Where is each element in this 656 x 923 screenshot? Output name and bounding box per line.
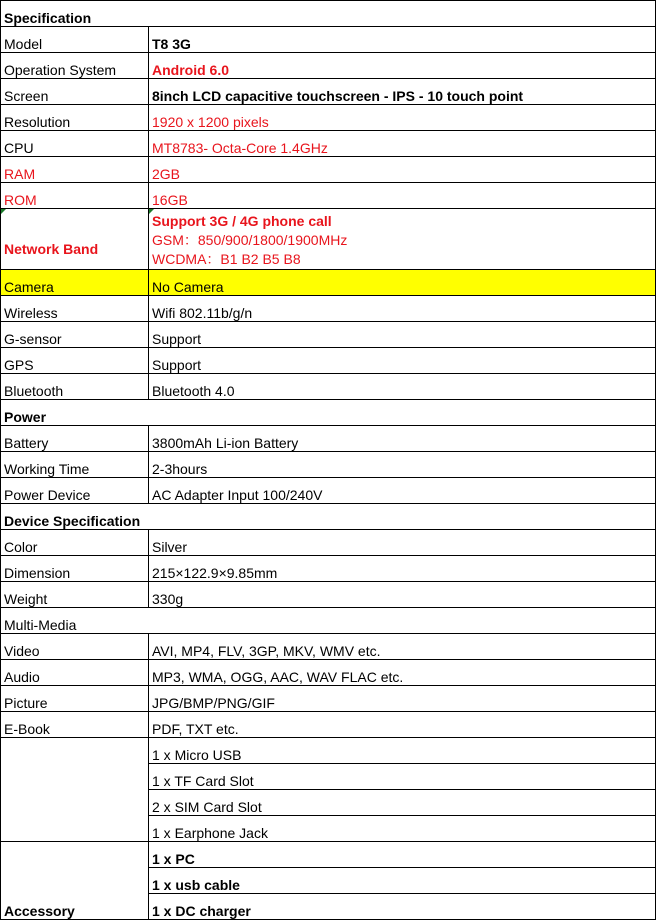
battery-label: Battery bbox=[1, 426, 149, 452]
table-row bbox=[1, 426, 656, 452]
table-row bbox=[1, 582, 656, 608]
section-row bbox=[1, 608, 656, 634]
table-row bbox=[1, 183, 656, 209]
table-row bbox=[1, 712, 656, 738]
table-row bbox=[1, 131, 656, 157]
ram-label: RAM bbox=[1, 157, 149, 183]
table-row bbox=[1, 105, 656, 131]
table-row bbox=[1, 556, 656, 582]
port-item: 2 x SIM Card Slot bbox=[149, 790, 656, 816]
gps-label: GPS bbox=[1, 348, 149, 374]
accessory-item: 1 x PC bbox=[149, 842, 656, 868]
rom-value: 16GB bbox=[149, 183, 656, 209]
battery-value: 3800mAh Li-ion Battery bbox=[149, 426, 656, 452]
table-row bbox=[1, 686, 656, 712]
picture-label: Picture bbox=[1, 686, 149, 712]
ports-label bbox=[1, 738, 149, 842]
port-item: 1 x TF Card Slot bbox=[149, 764, 656, 790]
table-row bbox=[1, 348, 656, 374]
accessory-label: Accessory bbox=[1, 842, 149, 920]
table-row bbox=[1, 660, 656, 686]
network-line: Support 3G / 4G phone call bbox=[152, 213, 332, 229]
bluetooth-value: Bluetooth 4.0 bbox=[149, 374, 656, 400]
port-item: 1 x Micro USB bbox=[149, 738, 656, 764]
table-row bbox=[1, 79, 656, 105]
table-row bbox=[1, 27, 656, 53]
video-label: Video bbox=[1, 634, 149, 660]
working-time-value: 2-3hours bbox=[149, 452, 656, 478]
camera-value: No Camera bbox=[149, 270, 656, 296]
device-title: Device Specification bbox=[1, 504, 656, 530]
screen-label: Screen bbox=[1, 79, 149, 105]
color-label: Color bbox=[1, 530, 149, 556]
audio-value: MP3, WMA, OGG, AAC, WAV FLAC etc. bbox=[149, 660, 656, 686]
table-row bbox=[1, 296, 656, 322]
weight-label: Weight bbox=[1, 582, 149, 608]
dimension-label: Dimension bbox=[1, 556, 149, 582]
network-label-text: Network Band bbox=[4, 240, 99, 257]
gsensor-label: G-sensor bbox=[1, 322, 149, 348]
wireless-value: Wifi 802.11b/g/n bbox=[149, 296, 656, 322]
gsensor-value: Support bbox=[149, 322, 656, 348]
table-row bbox=[1, 270, 656, 296]
bluetooth-label: Bluetooth bbox=[1, 374, 149, 400]
screen-value: 8inch LCD capacitive touchscreen - IPS - 10 touch point bbox=[149, 79, 656, 105]
ebook-label: E-Book bbox=[1, 712, 149, 738]
os-value: Android 6.0 bbox=[149, 53, 656, 79]
ebook-value: PDF, TXT etc. bbox=[149, 712, 656, 738]
table-row bbox=[1, 452, 656, 478]
multimedia-title: Multi-Media bbox=[1, 608, 656, 634]
table-row bbox=[1, 634, 656, 660]
network-lines bbox=[152, 212, 655, 269]
video-value: AVI, MP4, FLV, 3GP, MKV, WMV etc. bbox=[149, 634, 656, 660]
table-row bbox=[1, 53, 656, 79]
table-row bbox=[1, 157, 656, 183]
resolution-value: 1920 x 1200 pixels bbox=[149, 105, 656, 131]
rom-label: ROM bbox=[1, 183, 149, 209]
working-time-label: Working Time bbox=[1, 452, 149, 478]
gps-value: Support bbox=[149, 348, 656, 374]
network-line: WCDMA：B1 B2 B5 B8 bbox=[152, 251, 301, 267]
network-label bbox=[1, 209, 149, 270]
power-device-label: Power Device bbox=[1, 478, 149, 504]
table-row bbox=[1, 478, 656, 504]
table-row bbox=[1, 842, 656, 868]
cpu-label: CPU bbox=[1, 131, 149, 157]
wireless-label: Wireless bbox=[1, 296, 149, 322]
table-row bbox=[1, 374, 656, 400]
network-value bbox=[149, 209, 656, 270]
table-row bbox=[1, 209, 656, 270]
model-value: T8 3G bbox=[149, 27, 656, 53]
accessory-item: 1 x DC charger bbox=[149, 894, 656, 920]
os-label: Operation System bbox=[1, 53, 149, 79]
color-value: Silver bbox=[149, 530, 656, 556]
title-row bbox=[1, 1, 656, 27]
power-title: Power bbox=[1, 400, 656, 426]
section-row bbox=[1, 504, 656, 530]
spec-title: Specification bbox=[1, 1, 656, 27]
table-row bbox=[1, 322, 656, 348]
picture-value: JPG/BMP/PNG/GIF bbox=[149, 686, 656, 712]
cell-marker-icon bbox=[149, 209, 154, 214]
camera-label: Camera bbox=[1, 270, 149, 296]
section-row bbox=[1, 400, 656, 426]
ram-value: 2GB bbox=[149, 157, 656, 183]
accessory-item: 1 x usb cable bbox=[149, 868, 656, 894]
power-device-value: AC Adapter Input 100/240V bbox=[149, 478, 656, 504]
port-item: 1 x Earphone Jack bbox=[149, 816, 656, 842]
audio-label: Audio bbox=[1, 660, 149, 686]
weight-value: 330g bbox=[149, 582, 656, 608]
cell-marker-icon bbox=[1, 209, 6, 214]
table-row bbox=[1, 738, 656, 764]
network-line: GSM：850/900/1800/1900MHz bbox=[152, 232, 348, 248]
cpu-value: MT8783- Octa-Core 1.4GHz bbox=[149, 131, 656, 157]
model-label: Model bbox=[1, 27, 149, 53]
resolution-label: Resolution bbox=[1, 105, 149, 131]
dimension-value: 215×122.9×9.85mm bbox=[149, 556, 656, 582]
table-row bbox=[1, 530, 656, 556]
